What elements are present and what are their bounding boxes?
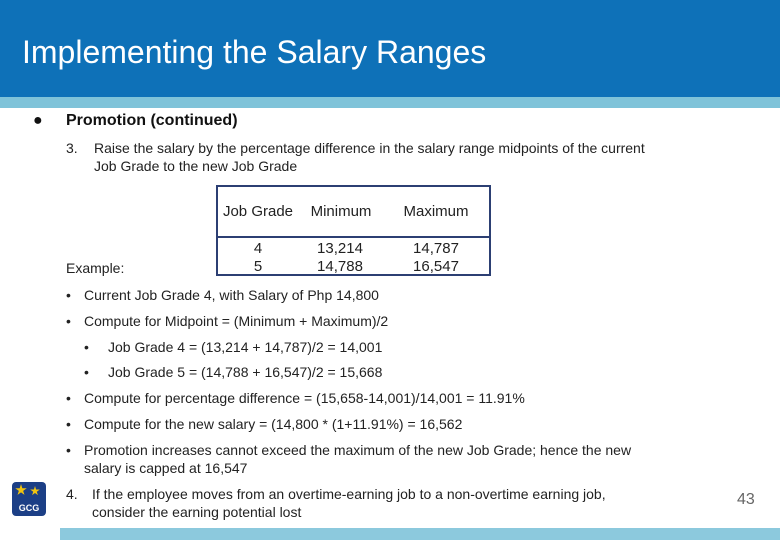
step-4-text [92, 485, 712, 521]
step-3-line-2: Job Grade to the new Job Grade [94, 158, 298, 174]
bullet-text: Compute for percentage difference = (15,658-14,001)/14,001 = 11.91% [84, 390, 525, 406]
logo-star-icon [30, 486, 40, 496]
title-accent-stripe [0, 97, 780, 108]
table-cell-min-5: 14,788 [317, 258, 363, 275]
table-header-divider [216, 236, 491, 238]
bullet-text-line-1: Promotion increases cannot exceed the maximum of the new Job Grade; hence the new [84, 442, 632, 458]
step-3 [66, 139, 706, 175]
slide-title: Implementing the Salary Ranges [22, 34, 487, 70]
gcg-logo [12, 482, 46, 516]
bullet-icon: • [66, 416, 71, 432]
logo-star-icon [15, 484, 27, 496]
bullet-icon: • [84, 364, 89, 380]
step-3-number: 3. [66, 140, 78, 156]
bullet-icon: • [66, 313, 71, 329]
table-header-maximum: Maximum [403, 203, 469, 220]
bullet-dot-icon: ● [33, 112, 43, 129]
example-label: Example: [66, 260, 125, 276]
bullet-text: Compute for Midpoint = (Minimum + Maximum)/2 [84, 313, 389, 329]
step-3-text [94, 139, 714, 175]
step-4-line-1: If the employee moves from an overtime-earning job to a non-overtime earning job, [92, 486, 606, 502]
bullet-text: Job Grade 4 = (13,214 + 14,787)/2 = 14,001 [108, 339, 383, 355]
table-cell-grade-5: 5 [253, 258, 263, 275]
main-bullet-text: Promotion (continued) [66, 112, 238, 129]
main-bullet [33, 112, 238, 130]
bullet-icon: • [66, 390, 71, 406]
step-3-line-1: Raise the salary by the percentage difference in the salary range midpoints of the current [94, 140, 645, 156]
table-cell-min-4: 13,214 [317, 240, 363, 257]
bullet-text: Compute for the new salary = (14,800 * (1+11.91%) = 16,562 [84, 416, 463, 432]
table-cell-grade-4: 4 [253, 240, 263, 257]
table-header-job-grade: Job Grade [222, 203, 294, 220]
table-cell-max-4: 14,787 [413, 240, 459, 257]
bullet-text: Current Job Grade 4, with Salary of Php 14,800 [84, 287, 379, 303]
bullet-icon: • [66, 442, 71, 458]
bullet-text-line-2: salary is capped at 16,547 [84, 460, 248, 476]
logo-text: GCG [18, 503, 40, 513]
page-number: 43 [737, 491, 755, 508]
table-header-minimum: Minimum [310, 203, 372, 220]
table-cell-max-5: 16,547 [413, 258, 459, 275]
step-4-line-2: consider the earning potential lost [92, 504, 302, 520]
bottom-accent-bar [60, 528, 780, 540]
bullet-icon: • [84, 339, 89, 355]
step-4 [66, 485, 706, 521]
step-4-number: 4. [66, 486, 78, 502]
bullet-icon: • [66, 287, 71, 303]
bullet-text: Job Grade 5 = (14,788 + 16,547)/2 = 15,668 [108, 364, 383, 380]
